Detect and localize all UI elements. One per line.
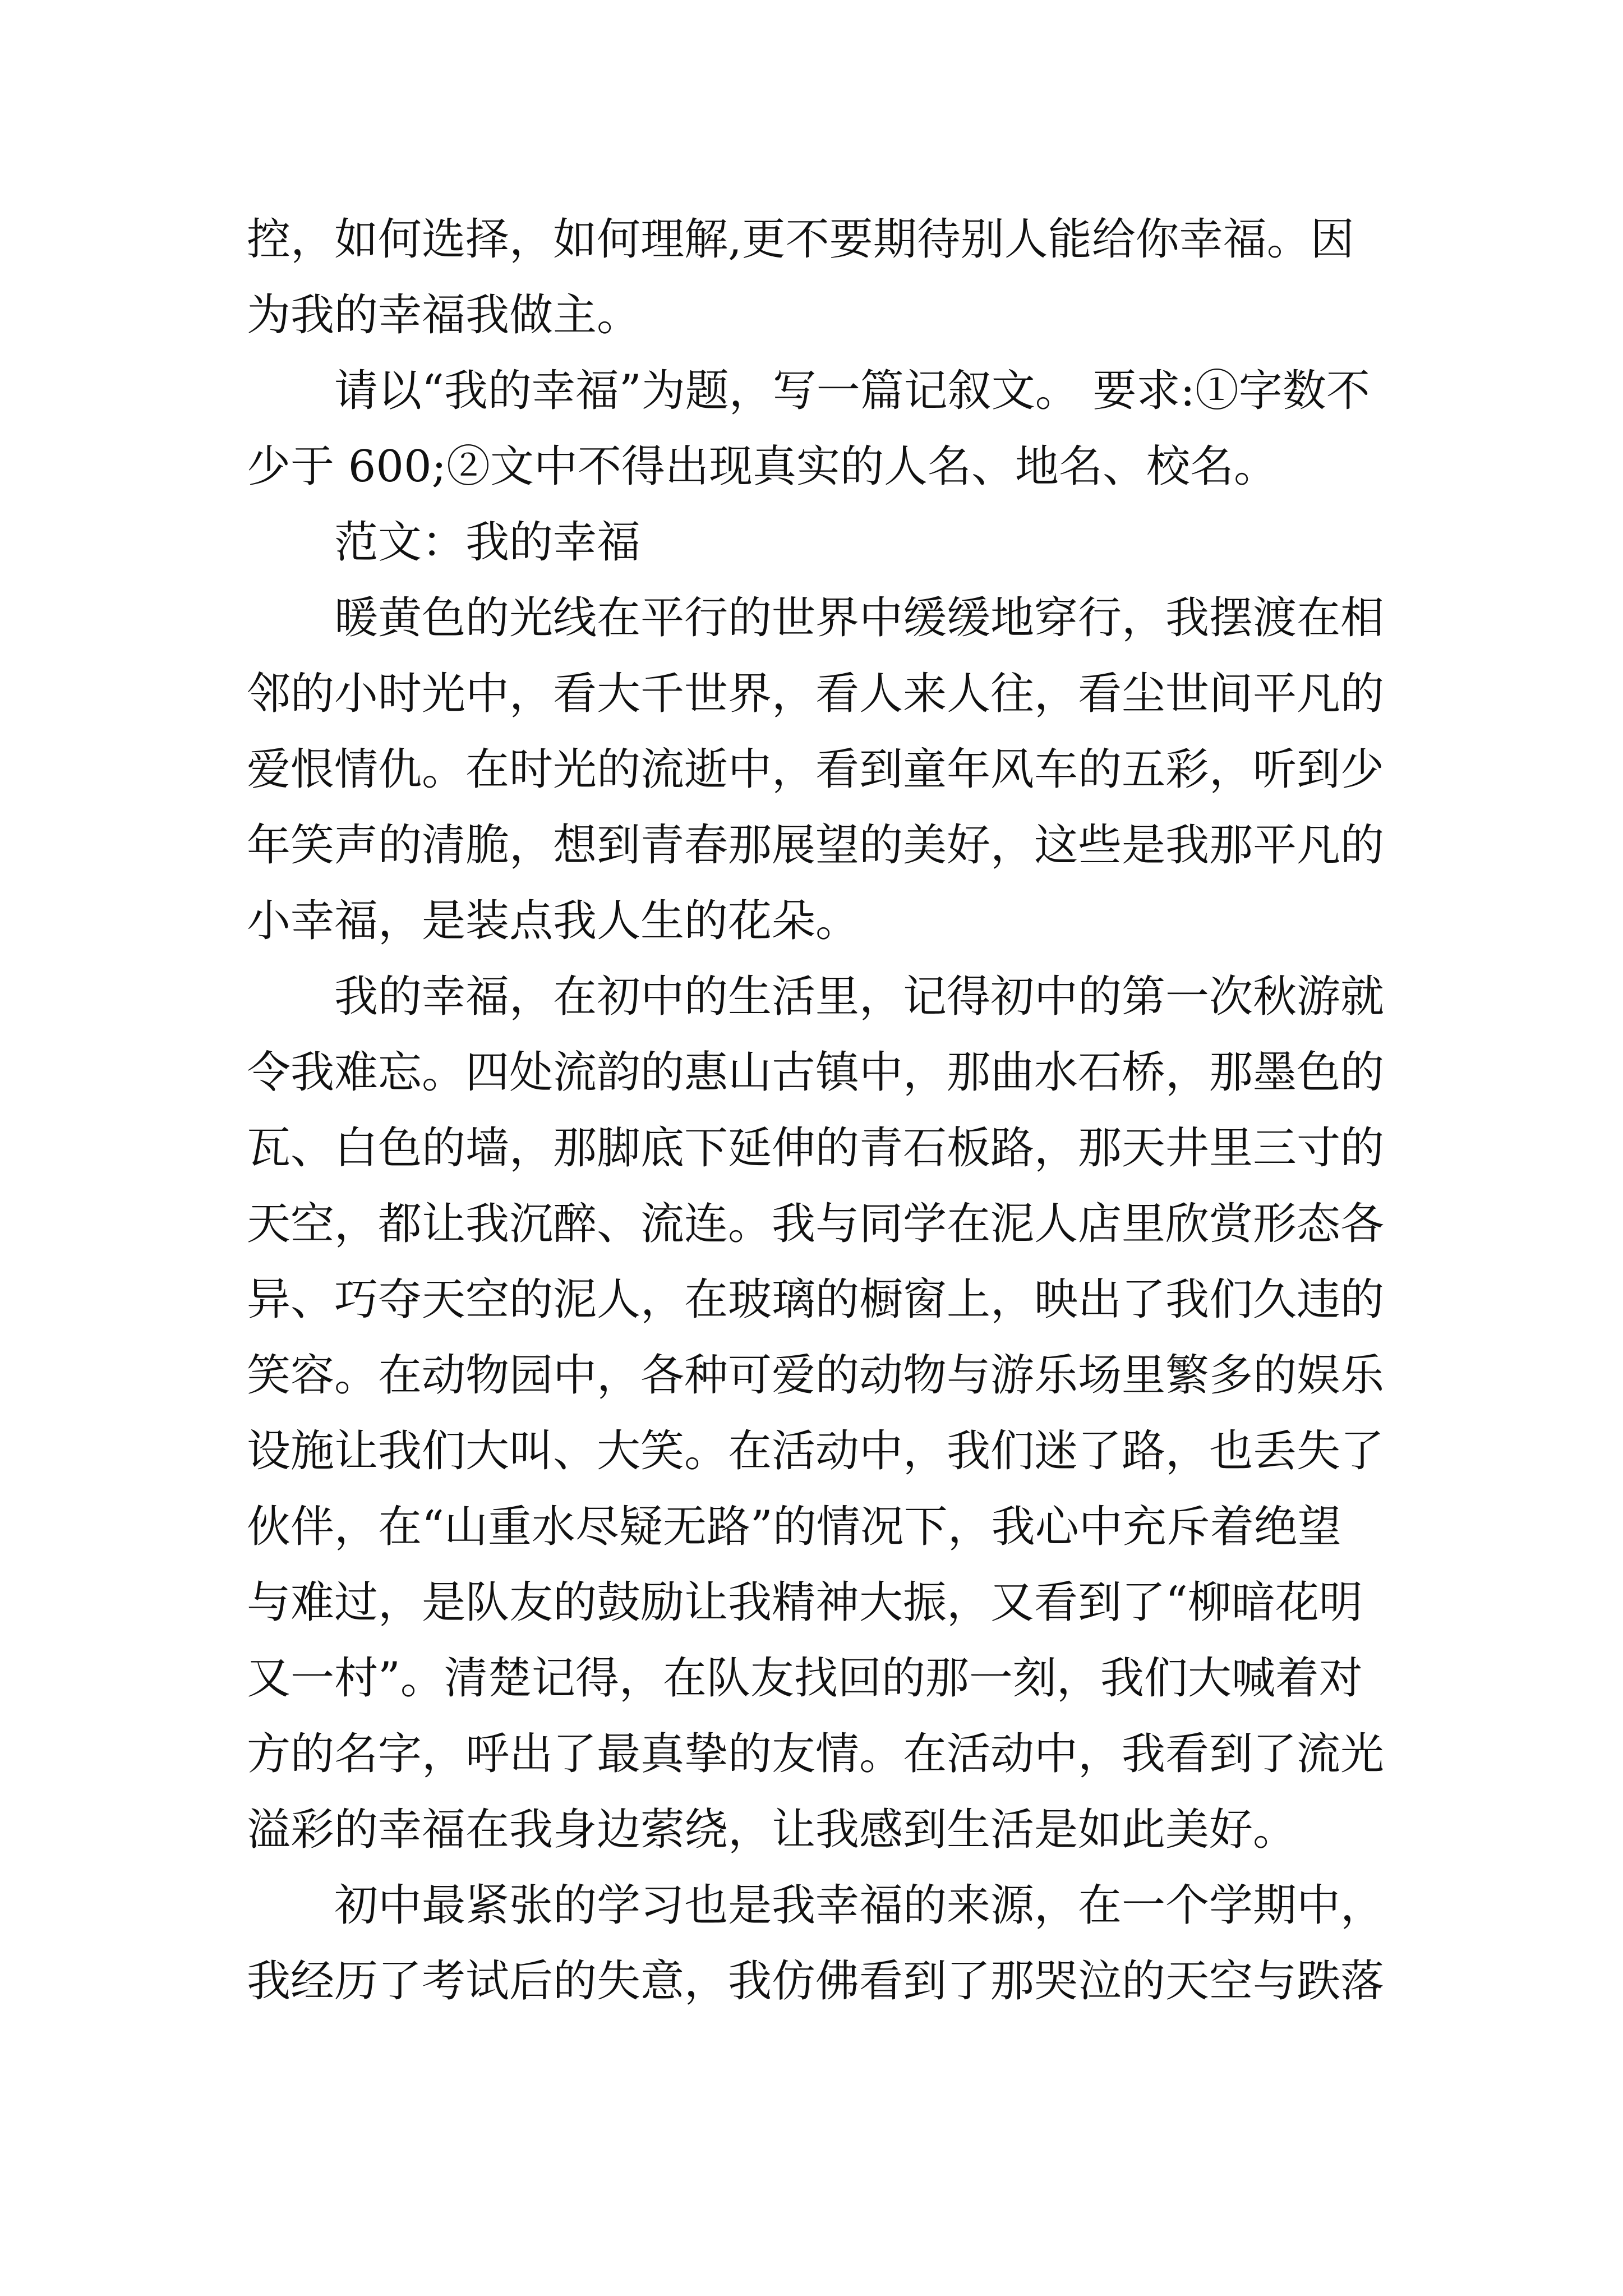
essay-title: 范文：我的幸福: [334, 517, 641, 568]
text-line: 伙伴，在“山重水尽疑无路”的情况下，我心中充斥着绝望: [247, 1502, 1341, 1552]
text-line: 设施让我们大叫、大笑。在活动中，我们迷了路，也丢失了: [247, 1426, 1385, 1476]
text-line: 天空，都让我沉醉、流连。我与同学在泥人店里欣赏形态各: [247, 1199, 1385, 1249]
text-line: 我的幸福，在初中的生活里，记得初中的第一次秋游就: [334, 972, 1385, 1022]
text-line: 又一村”。清楚记得，在队友找回的那一刻，我们大喊着对: [247, 1653, 1363, 1704]
prompt-line: 请以“我的幸福”为题，写一篇记叙文。 要求:①字数不: [334, 366, 1370, 416]
text-line: 小幸福，是装点我人生的花朵。: [247, 896, 860, 946]
text-line: 邻的小时光中，看大千世界，看人来人往，看尘世间平凡的: [247, 669, 1385, 719]
text-line: 与难过，是队友的鼓励让我精神大振，又看到了“柳暗花明: [247, 1577, 1363, 1628]
text-line: 瓦、白色的墙，那脚底下延伸的青石板路，那天井里三寸的: [247, 1123, 1385, 1174]
text-line: 异、巧夺天空的泥人，在玻璃的橱窗上，映出了我们久违的: [247, 1274, 1385, 1325]
text-line: 控，如何选择，如何理解,更不要期待别人能给你幸福。因: [247, 214, 1354, 265]
text-line: 年笑声的清脆，想到青春那展望的美好，这些是我那平凡的: [247, 820, 1385, 871]
text-line: 初中最紧张的学习也是我幸福的来源，在一个学期中，: [334, 1880, 1385, 1931]
text-line: 方的名字，呼出了最真挚的友情。在活动中，我看到了流光: [247, 1729, 1385, 1779]
text-line: 溢彩的幸福在我身边萦绕，让我感到生活是如此美好。: [247, 1805, 1297, 1855]
text-line: 暖黄色的光线在平行的世界中缓缓地穿行，我摆渡在相: [334, 593, 1385, 643]
essay-text: [247, 202, 1385, 2019]
text-line: 令我难忘。四处流韵的惠山古镇中，那曲水石桥，那墨色的: [247, 1047, 1385, 1098]
prompt-line: 少于 600;②文中不得出现真实的人名、地名、校名。: [247, 441, 1278, 492]
text-line: 为我的幸福我做主。: [247, 290, 641, 341]
text-line: 爱恨情仇。在时光的流逝中，看到童年风车的五彩，听到少: [247, 744, 1385, 795]
text-line: 我经历了考试后的失意，我仿佛看到了那哭泣的天空与跌落: [247, 1956, 1385, 2007]
text-line: 笑容。在动物园中，各种可爱的动物与游乐场里繁多的娱乐: [247, 1350, 1385, 1401]
